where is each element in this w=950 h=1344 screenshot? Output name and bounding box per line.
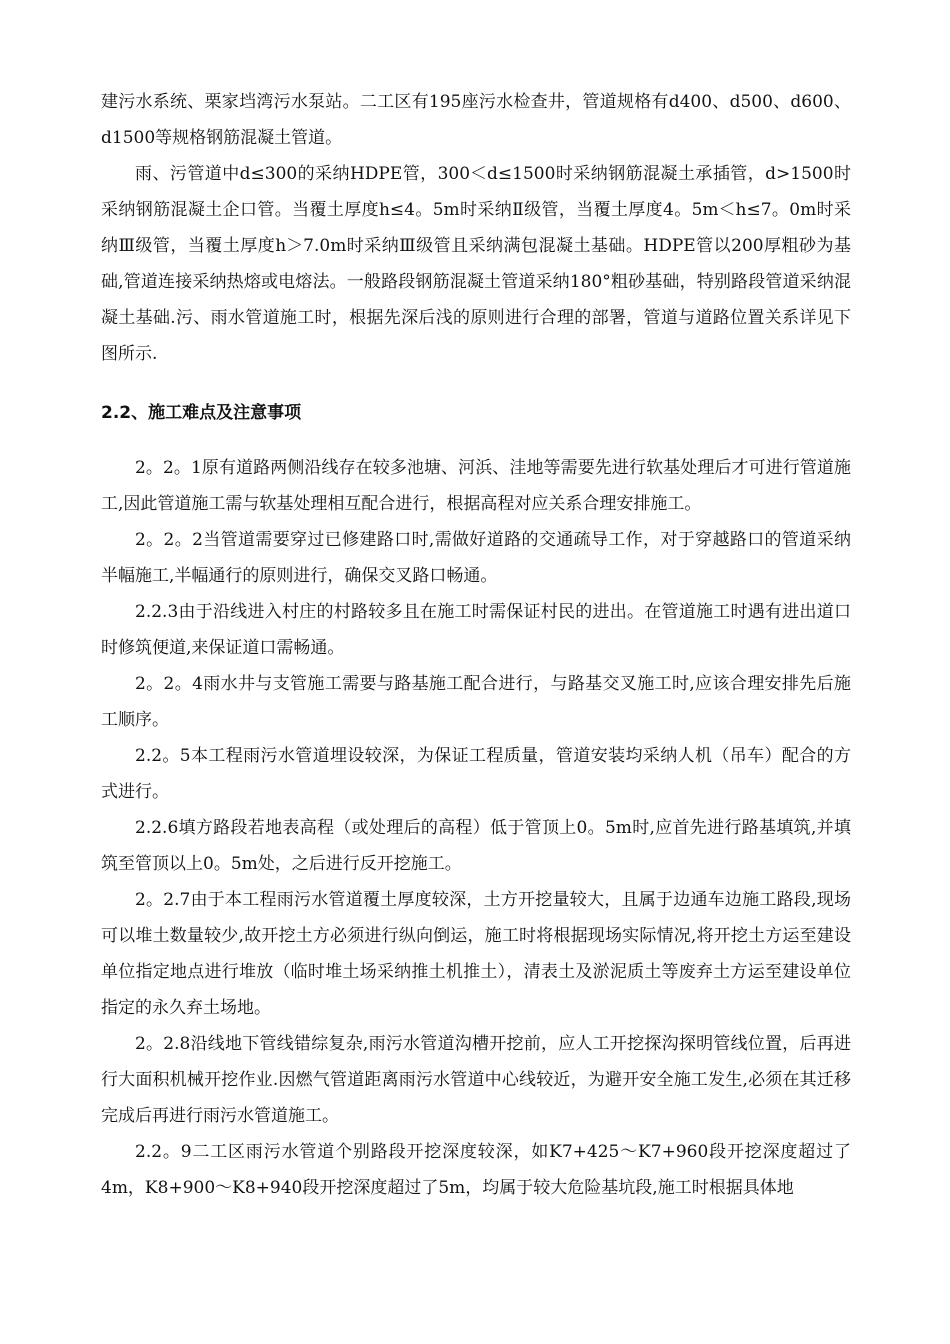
- item-2-2-8: 2。2.8沿线地下管线错综复杂,雨污水管道沟槽开挖前，应人工开挖探沟探明管线位置，后再进行大面积机械开挖作业.因燃气管道距离雨污水管道中心线较近，为避开安全施工发生,必须在其迁移完成后再进行雨污水管道施工。: [101, 1034, 851, 1126]
- section-heading: 2.2、施工难点及注意事项: [101, 403, 302, 423]
- item-2-2-1: 2。2。1原有道路两侧沿线存在较多池塘、河浜、洼地等需要先进行软基处理后才可进行管道施工,因此管道施工需与软基处理相互配合进行，根据高程对应关系合理安排施工。: [101, 458, 851, 514]
- item-2-2-9: 2.2。9二工区雨污水管道个别路段开挖深度较深，如K7+425～K7+960段开挖深度超过了4m，K8+900～K8+940段开挖深度超过了5m，均属于较大危险基坑段,施工时根据具体地: [101, 1142, 851, 1198]
- item-2-2-2: 2。2。2当管道需要穿过已修建路口时,需做好道路的交通疏导工作，对于穿越路口的管道采纳半幅施工,半幅通行的原则进行，确保交叉路口畅通。: [101, 530, 851, 586]
- section-items: [101, 450, 851, 1206]
- item-2-2-7: 2。2.7由于本工程雨污水管道覆土厚度较深，土方开挖量较大，且属于边通车边施工路段,现场可以堆土数量较少,故开挖土方必须进行纵向倒运，施工时将根据现场实际情况,将开挖土方运至建设单位指定地点进行堆放（临时堆土场采纳推土机推土），清表土及淤泥质土等废弃土方运至建设单位指定的永久弃土场地。: [101, 890, 851, 1018]
- item-2-2-6: 2.2.6填方路段若地表高程（或处理后的高程）低于管顶上0。5m时,应首先进行路基填筑,并填筑至管顶以上0。5m处，之后进行反开挖施工。: [101, 818, 851, 874]
- paragraph-pipe-specifications: 雨、污管道中d≤300的采纳HDPE管，300＜d≤1500时采纳钢筋混凝土承插管，d>1500时采纳钢筋混凝土企口管。当覆土厚度h≤4。5m时采纳Ⅱ级管，当覆土厚度4。5m＜h≤7。0m时采纳Ⅲ级管，当覆土厚度h＞7.0m时采纳Ⅲ级管且采纳满包混凝土基础。HDPE管以200厚粗砂为基础,管道连接采纳热熔或电熔法。一般路段钢筋混凝土管道采纳180°粗砂基础，特别路段管道采纳混凝土基础.污、雨水管道施工时，根据先深后浅的原则进行合理的部署，管道与道路位置关系详见下图所示.: [101, 164, 851, 364]
- intro-text: [101, 84, 851, 372]
- item-2-2-4: 2。2。4雨水井与支管施工需要与路基施工配合进行，与路基交叉施工时,应该合理安排先后施工顺序。: [101, 674, 851, 730]
- item-2-2-5: 2.2。5本工程雨污水管道埋设较深，为保证工程质量，管道安装均采纳人机（吊车）配合的方式进行。: [101, 746, 851, 802]
- item-2-2-3: 2.2.3由于沿线进入村庄的村路较多且在施工时需保证村民的进出。在管道施工时遇有进出道口时修筑便道,来保证道口需畅通。: [101, 602, 851, 658]
- paragraph-pipeline-overview: 建污水系统、栗家垱湾污水泵站。二工区有195座污水检查井，管道规格有d400、d500、d600、d1500等规格钢筋混凝土管道。: [101, 92, 851, 148]
